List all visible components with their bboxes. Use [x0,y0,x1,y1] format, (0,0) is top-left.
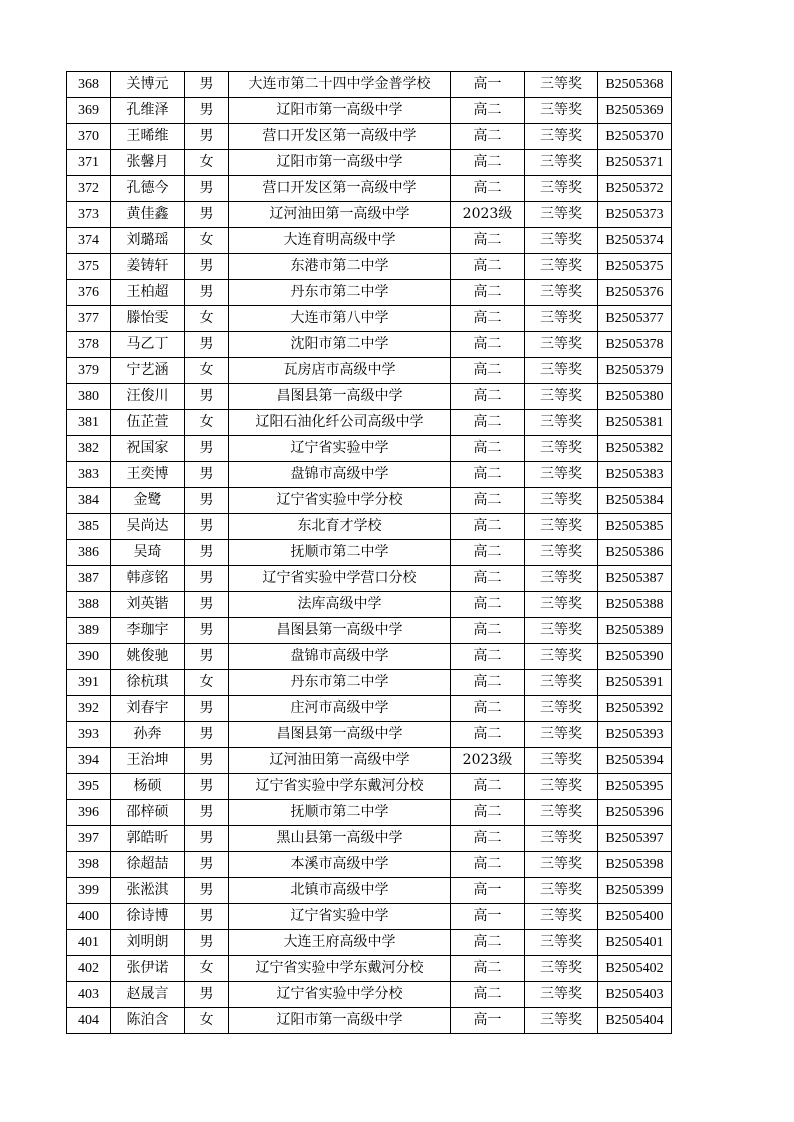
row-number: 388 [67,592,111,618]
student-name: 吴琦 [111,540,185,566]
student-name: 金鹭 [111,488,185,514]
table-row [67,540,672,566]
student-sex: 男 [185,930,229,956]
student-sex: 男 [185,72,229,98]
grade-level: 高二 [451,826,525,852]
student-name: 吴尚达 [111,514,185,540]
student-name: 王治坤 [111,748,185,774]
grade-level: 高二 [451,462,525,488]
table-row [67,72,672,98]
certificate-number: B2505404 [598,1008,672,1034]
student-name: 黄佳鑫 [111,202,185,228]
row-number: 394 [67,748,111,774]
school-name: 辽宁省实验中学东戴河分校 [229,774,451,800]
row-number: 393 [67,722,111,748]
table-row [67,696,672,722]
table-row [67,930,672,956]
student-sex: 女 [185,956,229,982]
award-level: 三等奖 [525,332,598,358]
table-row [67,774,672,800]
certificate-number: B2505372 [598,176,672,202]
table-row [67,358,672,384]
table-row [67,410,672,436]
certificate-number: B2505378 [598,332,672,358]
grade-level: 高二 [451,514,525,540]
student-name: 陈泊含 [111,1008,185,1034]
grade-level: 高二 [451,124,525,150]
row-number: 373 [67,202,111,228]
award-level: 三等奖 [525,540,598,566]
school-name: 辽河油田第一高级中学 [229,748,451,774]
student-name: 马乙丁 [111,332,185,358]
student-name: 姜铸轩 [111,254,185,280]
school-name: 丹东市第二中学 [229,280,451,306]
row-number: 390 [67,644,111,670]
table-row [67,124,672,150]
student-name: 王柏超 [111,280,185,306]
student-name: 姚俊驰 [111,644,185,670]
school-name: 辽宁省实验中学营口分校 [229,566,451,592]
table-row [67,436,672,462]
school-name: 大连育明高级中学 [229,228,451,254]
row-number: 403 [67,982,111,1008]
award-level: 三等奖 [525,930,598,956]
table-row [67,670,672,696]
student-sex: 男 [185,904,229,930]
student-name: 韩彦铭 [111,566,185,592]
table-row [67,748,672,774]
table-row [67,98,672,124]
student-sex: 男 [185,384,229,410]
student-sex: 男 [185,98,229,124]
award-level: 三等奖 [525,410,598,436]
grade-level: 2023级 [451,748,525,774]
student-name: 赵晟言 [111,982,185,1008]
certificate-number: B2505395 [598,774,672,800]
certificate-number: B2505389 [598,618,672,644]
grade-level: 高一 [451,878,525,904]
row-number: 385 [67,514,111,540]
certificate-number: B2505383 [598,462,672,488]
certificate-number: B2505403 [598,982,672,1008]
table-row [67,228,672,254]
school-name: 本溪市高级中学 [229,852,451,878]
student-sex: 男 [185,800,229,826]
student-sex: 男 [185,514,229,540]
school-name: 昌图县第一高级中学 [229,384,451,410]
table-row [67,332,672,358]
school-name: 盘锦市高级中学 [229,462,451,488]
school-name: 黑山县第一高级中学 [229,826,451,852]
table-row [67,592,672,618]
row-number: 400 [67,904,111,930]
row-number: 384 [67,488,111,514]
student-sex: 女 [185,306,229,332]
student-name: 孔维泽 [111,98,185,124]
row-number: 379 [67,358,111,384]
student-sex: 男 [185,774,229,800]
student-name: 宁艺涵 [111,358,185,384]
row-number: 383 [67,462,111,488]
student-name: 张馨月 [111,150,185,176]
row-number: 391 [67,670,111,696]
row-number: 387 [67,566,111,592]
grade-level: 高二 [451,774,525,800]
grade-level: 高一 [451,904,525,930]
school-name: 营口开发区第一高级中学 [229,124,451,150]
student-name: 张淞淇 [111,878,185,904]
table-row [67,618,672,644]
certificate-number: B2505373 [598,202,672,228]
student-name: 郭皓昕 [111,826,185,852]
award-level: 三等奖 [525,254,598,280]
grade-level: 高二 [451,852,525,878]
school-name: 盘锦市高级中学 [229,644,451,670]
certificate-number: B2505379 [598,358,672,384]
grade-level: 高二 [451,722,525,748]
award-level: 三等奖 [525,618,598,644]
student-name: 李珈宇 [111,618,185,644]
row-number: 378 [67,332,111,358]
table-row [67,722,672,748]
student-sex: 男 [185,644,229,670]
award-level: 三等奖 [525,644,598,670]
award-level: 三等奖 [525,956,598,982]
row-number: 402 [67,956,111,982]
certificate-number: B2505388 [598,592,672,618]
student-name: 邵梓硕 [111,800,185,826]
school-name: 辽宁省实验中学分校 [229,488,451,514]
student-sex: 男 [185,436,229,462]
award-level: 三等奖 [525,72,598,98]
student-sex: 男 [185,124,229,150]
award-level: 三等奖 [525,592,598,618]
row-number: 386 [67,540,111,566]
school-name: 东港市第二中学 [229,254,451,280]
student-sex: 男 [185,254,229,280]
table-row [67,904,672,930]
student-sex: 女 [185,670,229,696]
student-sex: 男 [185,982,229,1008]
grade-level: 高二 [451,306,525,332]
award-level: 三等奖 [525,176,598,202]
certificate-number: B2505401 [598,930,672,956]
award-level: 三等奖 [525,202,598,228]
school-name: 辽宁省实验中学 [229,904,451,930]
table-row [67,566,672,592]
row-number: 401 [67,930,111,956]
grade-level: 高二 [451,930,525,956]
award-level: 三等奖 [525,358,598,384]
award-level: 三等奖 [525,228,598,254]
award-level: 三等奖 [525,98,598,124]
grade-level: 高二 [451,618,525,644]
certificate-number: B2505376 [598,280,672,306]
grade-level: 高二 [451,644,525,670]
student-name: 关博元 [111,72,185,98]
row-number: 398 [67,852,111,878]
table-row [67,384,672,410]
row-number: 397 [67,826,111,852]
award-level: 三等奖 [525,280,598,306]
school-name: 大连市第八中学 [229,306,451,332]
school-name: 瓦房店市高级中学 [229,358,451,384]
award-level: 三等奖 [525,488,598,514]
student-name: 徐诗博 [111,904,185,930]
certificate-number: B2505386 [598,540,672,566]
student-sex: 男 [185,462,229,488]
school-name: 庄河市高级中学 [229,696,451,722]
grade-level: 高二 [451,176,525,202]
award-level: 三等奖 [525,696,598,722]
school-name: 辽阳市第一高级中学 [229,98,451,124]
table-row [67,462,672,488]
table-row [67,254,672,280]
table-row [67,878,672,904]
award-level: 三等奖 [525,748,598,774]
award-level: 三等奖 [525,150,598,176]
student-sex: 女 [185,410,229,436]
student-sex: 男 [185,540,229,566]
row-number: 396 [67,800,111,826]
table-row [67,150,672,176]
student-name: 王奕博 [111,462,185,488]
table-row [67,982,672,1008]
student-sex: 男 [185,618,229,644]
grade-level: 高二 [451,358,525,384]
student-sex: 男 [185,176,229,202]
award-level: 三等奖 [525,462,598,488]
student-name: 张伊诺 [111,956,185,982]
row-number: 370 [67,124,111,150]
table-row [67,202,672,228]
award-level: 三等奖 [525,774,598,800]
student-sex: 男 [185,488,229,514]
row-number: 368 [67,72,111,98]
grade-level: 高二 [451,488,525,514]
school-name: 北镇市高级中学 [229,878,451,904]
award-level: 三等奖 [525,852,598,878]
grade-level: 高二 [451,332,525,358]
student-name: 祝国家 [111,436,185,462]
award-level: 三等奖 [525,826,598,852]
student-name: 王晞维 [111,124,185,150]
school-name: 沈阳市第二中学 [229,332,451,358]
school-name: 大连王府高级中学 [229,930,451,956]
school-name: 法库高级中学 [229,592,451,618]
certificate-number: B2505377 [598,306,672,332]
award-level: 三等奖 [525,670,598,696]
table-row [67,826,672,852]
table-row [67,514,672,540]
row-number: 392 [67,696,111,722]
school-name: 辽阳市第一高级中学 [229,1008,451,1034]
certificate-number: B2505375 [598,254,672,280]
certificate-number: B2505390 [598,644,672,670]
row-number: 374 [67,228,111,254]
grade-level: 高二 [451,592,525,618]
row-number: 404 [67,1008,111,1034]
certificate-number: B2505371 [598,150,672,176]
grade-level: 高二 [451,228,525,254]
certificate-number: B2505384 [598,488,672,514]
grade-level: 高二 [451,150,525,176]
award-level: 三等奖 [525,384,598,410]
row-number: 371 [67,150,111,176]
student-sex: 女 [185,1008,229,1034]
grade-level: 高二 [451,982,525,1008]
certificate-number: B2505374 [598,228,672,254]
grade-level: 高二 [451,540,525,566]
award-level: 三等奖 [525,722,598,748]
award-level: 三等奖 [525,982,598,1008]
student-sex: 男 [185,332,229,358]
table-row [67,280,672,306]
student-name: 刘明朗 [111,930,185,956]
school-name: 昌图县第一高级中学 [229,722,451,748]
award-level: 三等奖 [525,436,598,462]
certificate-number: B2505391 [598,670,672,696]
student-sex: 男 [185,826,229,852]
student-name: 杨硕 [111,774,185,800]
award-level: 三等奖 [525,878,598,904]
row-number: 382 [67,436,111,462]
grade-level: 高二 [451,956,525,982]
student-sex: 男 [185,566,229,592]
school-name: 抚顺市第二中学 [229,540,451,566]
grade-level: 高一 [451,1008,525,1034]
certificate-number: B2505394 [598,748,672,774]
award-level: 三等奖 [525,904,598,930]
certificate-number: B2505368 [598,72,672,98]
certificate-number: B2505396 [598,800,672,826]
school-name: 辽阳石油化纤公司高级中学 [229,410,451,436]
grade-level: 高二 [451,436,525,462]
row-number: 395 [67,774,111,800]
row-number: 376 [67,280,111,306]
certificate-number: B2505400 [598,904,672,930]
student-sex: 男 [185,280,229,306]
student-sex: 男 [185,202,229,228]
school-name: 营口开发区第一高级中学 [229,176,451,202]
award-level: 三等奖 [525,800,598,826]
row-number: 399 [67,878,111,904]
certificate-number: B2505398 [598,852,672,878]
grade-level: 2023级 [451,202,525,228]
row-number: 381 [67,410,111,436]
table-row [67,176,672,202]
school-name: 辽河油田第一高级中学 [229,202,451,228]
row-number: 369 [67,98,111,124]
school-name: 抚顺市第二中学 [229,800,451,826]
student-name: 伍芷萱 [111,410,185,436]
certificate-number: B2505392 [598,696,672,722]
grade-level: 高二 [451,98,525,124]
student-name: 孙奔 [111,722,185,748]
certificate-number: B2505393 [598,722,672,748]
certificate-number: B2505385 [598,514,672,540]
school-name: 大连市第二十四中学金普学校 [229,72,451,98]
student-name: 滕怡雯 [111,306,185,332]
school-name: 昌图县第一高级中学 [229,618,451,644]
certificate-number: B2505370 [598,124,672,150]
student-name: 汪俊川 [111,384,185,410]
certificate-number: B2505397 [598,826,672,852]
row-number: 380 [67,384,111,410]
school-name: 辽阳市第一高级中学 [229,150,451,176]
row-number: 372 [67,176,111,202]
grade-level: 高二 [451,384,525,410]
grade-level: 高二 [451,254,525,280]
certificate-number: B2505382 [598,436,672,462]
table-row [67,800,672,826]
student-sex: 男 [185,722,229,748]
student-name: 孔德今 [111,176,185,202]
grade-level: 高二 [451,280,525,306]
grade-level: 高二 [451,410,525,436]
certificate-number: B2505369 [598,98,672,124]
certificate-number: B2505380 [598,384,672,410]
student-sex: 男 [185,592,229,618]
grade-level: 高一 [451,72,525,98]
table-row [67,306,672,332]
certificate-number: B2505399 [598,878,672,904]
award-level: 三等奖 [525,306,598,332]
student-sex: 女 [185,228,229,254]
table-row [67,852,672,878]
certificate-number: B2505387 [598,566,672,592]
table-row [67,956,672,982]
award-list-table [66,71,672,1034]
certificate-number: B2505381 [598,410,672,436]
award-level: 三等奖 [525,514,598,540]
row-number: 377 [67,306,111,332]
grade-level: 高二 [451,800,525,826]
school-name: 丹东市第二中学 [229,670,451,696]
student-sex: 男 [185,696,229,722]
table-row [67,488,672,514]
student-name: 刘英锴 [111,592,185,618]
row-number: 389 [67,618,111,644]
grade-level: 高二 [451,566,525,592]
award-level: 三等奖 [525,1008,598,1034]
student-sex: 女 [185,358,229,384]
grade-level: 高二 [451,670,525,696]
award-level: 三等奖 [525,566,598,592]
student-name: 徐超喆 [111,852,185,878]
student-name: 刘璐瑶 [111,228,185,254]
student-sex: 男 [185,852,229,878]
school-name: 辽宁省实验中学 [229,436,451,462]
table-row [67,1008,672,1034]
school-name: 东北育才学校 [229,514,451,540]
student-name: 徐杭琪 [111,670,185,696]
row-number: 375 [67,254,111,280]
award-list-body [67,72,672,1034]
table-row [67,644,672,670]
student-sex: 女 [185,150,229,176]
student-name: 刘春宇 [111,696,185,722]
school-name: 辽宁省实验中学东戴河分校 [229,956,451,982]
award-level: 三等奖 [525,124,598,150]
school-name: 辽宁省实验中学分校 [229,982,451,1008]
student-sex: 男 [185,878,229,904]
certificate-number: B2505402 [598,956,672,982]
student-sex: 男 [185,748,229,774]
grade-level: 高二 [451,696,525,722]
